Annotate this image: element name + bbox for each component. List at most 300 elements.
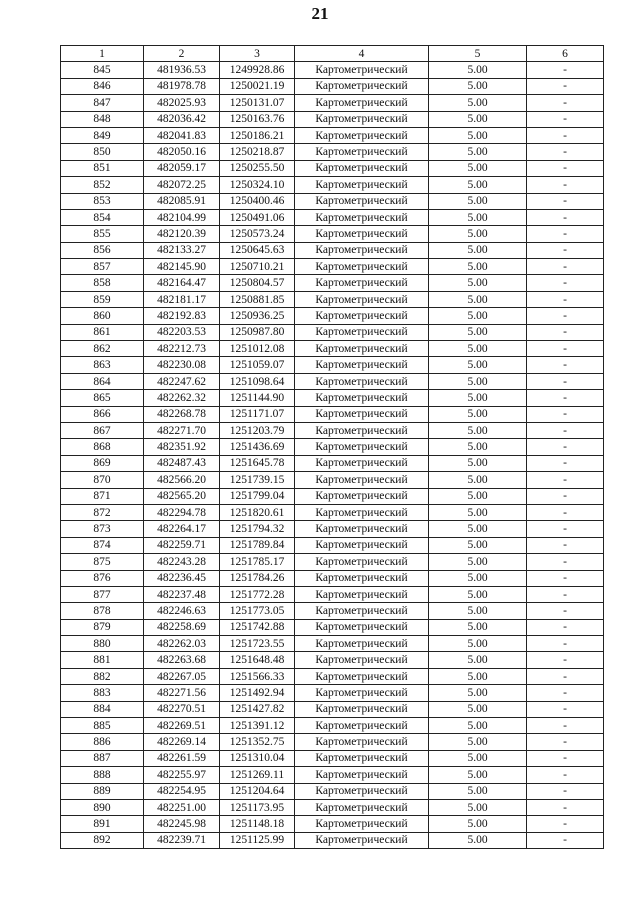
method-cell: Картометрический bbox=[295, 718, 429, 734]
y-coordinate-cell: 1250163.76 bbox=[220, 111, 295, 127]
accuracy-cell: 5.00 bbox=[429, 537, 527, 553]
x-coordinate-cell: 482104.99 bbox=[144, 209, 220, 225]
point-number-cell: 868 bbox=[61, 439, 144, 455]
method-cell: Картометрический bbox=[295, 504, 429, 520]
table-row bbox=[61, 144, 604, 160]
x-coordinate-cell: 482262.03 bbox=[144, 636, 220, 652]
point-number-cell: 864 bbox=[61, 373, 144, 389]
point-number-cell: 850 bbox=[61, 144, 144, 160]
description-cell: - bbox=[527, 177, 604, 193]
method-cell: Картометрический bbox=[295, 324, 429, 340]
table-row bbox=[61, 537, 604, 553]
description-cell: - bbox=[527, 341, 604, 357]
y-coordinate-cell: 1251645.78 bbox=[220, 455, 295, 471]
description-cell: - bbox=[527, 209, 604, 225]
y-coordinate-cell: 1251789.84 bbox=[220, 537, 295, 553]
accuracy-cell: 5.00 bbox=[429, 701, 527, 717]
y-coordinate-cell: 1251772.28 bbox=[220, 586, 295, 602]
y-coordinate-cell: 1251148.18 bbox=[220, 816, 295, 832]
y-coordinate-cell: 1251799.04 bbox=[220, 488, 295, 504]
method-cell: Картометрический bbox=[295, 341, 429, 357]
method-cell: Картометрический bbox=[295, 209, 429, 225]
point-number-cell: 847 bbox=[61, 95, 144, 111]
accuracy-cell: 5.00 bbox=[429, 324, 527, 340]
y-coordinate-cell: 1251427.82 bbox=[220, 701, 295, 717]
x-coordinate-cell: 482236.45 bbox=[144, 570, 220, 586]
method-cell: Картометрический bbox=[295, 734, 429, 750]
table-row bbox=[61, 78, 604, 94]
x-coordinate-cell: 482230.08 bbox=[144, 357, 220, 373]
point-number-cell: 887 bbox=[61, 750, 144, 766]
table-row bbox=[61, 209, 604, 225]
accuracy-cell: 5.00 bbox=[429, 275, 527, 291]
x-coordinate-cell: 482255.97 bbox=[144, 767, 220, 783]
description-cell: - bbox=[527, 586, 604, 602]
point-number-cell: 872 bbox=[61, 504, 144, 520]
method-cell: Картометрический bbox=[295, 767, 429, 783]
table-row bbox=[61, 504, 604, 520]
accuracy-cell: 5.00 bbox=[429, 570, 527, 586]
description-cell: - bbox=[527, 160, 604, 176]
y-coordinate-cell: 1251739.15 bbox=[220, 472, 295, 488]
description-cell: - bbox=[527, 636, 604, 652]
point-number-cell: 875 bbox=[61, 554, 144, 570]
description-cell: - bbox=[527, 78, 604, 94]
x-coordinate-cell: 482025.93 bbox=[144, 95, 220, 111]
method-cell: Картометрический bbox=[295, 291, 429, 307]
x-coordinate-cell: 482237.48 bbox=[144, 586, 220, 602]
y-coordinate-cell: 1250255.50 bbox=[220, 160, 295, 176]
point-number-cell: 857 bbox=[61, 259, 144, 275]
description-cell: - bbox=[527, 554, 604, 570]
y-coordinate-cell: 1251310.04 bbox=[220, 750, 295, 766]
point-number-cell: 873 bbox=[61, 521, 144, 537]
method-cell: Картометрический bbox=[295, 783, 429, 799]
accuracy-cell: 5.00 bbox=[429, 406, 527, 422]
x-coordinate-cell: 482270.51 bbox=[144, 701, 220, 717]
y-coordinate-cell: 1250936.25 bbox=[220, 308, 295, 324]
x-coordinate-cell: 482271.56 bbox=[144, 685, 220, 701]
x-coordinate-cell: 482565.20 bbox=[144, 488, 220, 504]
column-header-2: 2 bbox=[144, 46, 220, 62]
y-coordinate-cell: 1251125.99 bbox=[220, 832, 295, 848]
x-coordinate-cell: 482245.98 bbox=[144, 816, 220, 832]
method-cell: Картометрический bbox=[295, 488, 429, 504]
x-coordinate-cell: 482041.83 bbox=[144, 127, 220, 143]
description-cell: - bbox=[527, 603, 604, 619]
method-cell: Картометрический bbox=[295, 144, 429, 160]
description-cell: - bbox=[527, 799, 604, 815]
table-row bbox=[61, 373, 604, 389]
point-number-cell: 871 bbox=[61, 488, 144, 504]
table-row bbox=[61, 455, 604, 471]
x-coordinate-cell: 482267.05 bbox=[144, 668, 220, 684]
y-coordinate-cell: 1251269.11 bbox=[220, 767, 295, 783]
y-coordinate-cell: 1250400.46 bbox=[220, 193, 295, 209]
point-number-cell: 878 bbox=[61, 603, 144, 619]
table-row bbox=[61, 832, 604, 848]
description-cell: - bbox=[527, 521, 604, 537]
table-row bbox=[61, 636, 604, 652]
table-row bbox=[61, 127, 604, 143]
x-coordinate-cell: 482264.17 bbox=[144, 521, 220, 537]
description-cell: - bbox=[527, 619, 604, 635]
y-coordinate-cell: 1250131.07 bbox=[220, 95, 295, 111]
description-cell: - bbox=[527, 537, 604, 553]
point-number-cell: 890 bbox=[61, 799, 144, 815]
x-coordinate-cell: 482192.83 bbox=[144, 308, 220, 324]
point-number-cell: 870 bbox=[61, 472, 144, 488]
point-number-cell: 879 bbox=[61, 619, 144, 635]
table-row bbox=[61, 406, 604, 422]
point-number-cell: 853 bbox=[61, 193, 144, 209]
method-cell: Картометрический bbox=[295, 701, 429, 717]
y-coordinate-cell: 1251352.75 bbox=[220, 734, 295, 750]
description-cell: - bbox=[527, 275, 604, 291]
method-cell: Картометрический bbox=[295, 652, 429, 668]
accuracy-cell: 5.00 bbox=[429, 291, 527, 307]
point-number-cell: 883 bbox=[61, 685, 144, 701]
table-row bbox=[61, 390, 604, 406]
point-number-cell: 865 bbox=[61, 390, 144, 406]
method-cell: Картометрический bbox=[295, 537, 429, 553]
method-cell: Картометрический bbox=[295, 242, 429, 258]
method-cell: Картометрический bbox=[295, 259, 429, 275]
point-number-cell: 889 bbox=[61, 783, 144, 799]
table-row bbox=[61, 668, 604, 684]
y-coordinate-cell: 1250804.57 bbox=[220, 275, 295, 291]
x-coordinate-cell: 482133.27 bbox=[144, 242, 220, 258]
method-cell: Картометрический bbox=[295, 832, 429, 848]
y-coordinate-cell: 1251794.32 bbox=[220, 521, 295, 537]
point-number-cell: 858 bbox=[61, 275, 144, 291]
method-cell: Картометрический bbox=[295, 62, 429, 78]
accuracy-cell: 5.00 bbox=[429, 668, 527, 684]
accuracy-cell: 5.00 bbox=[429, 390, 527, 406]
point-number-cell: 884 bbox=[61, 701, 144, 717]
point-number-cell: 888 bbox=[61, 767, 144, 783]
method-cell: Картометрический bbox=[295, 816, 429, 832]
description-cell: - bbox=[527, 816, 604, 832]
description-cell: - bbox=[527, 701, 604, 717]
x-coordinate-cell: 482243.28 bbox=[144, 554, 220, 570]
accuracy-cell: 5.00 bbox=[429, 767, 527, 783]
table-row bbox=[61, 570, 604, 586]
accuracy-cell: 5.00 bbox=[429, 636, 527, 652]
description-cell: - bbox=[527, 783, 604, 799]
column-header-1: 1 bbox=[61, 46, 144, 62]
accuracy-cell: 5.00 bbox=[429, 341, 527, 357]
description-cell: - bbox=[527, 472, 604, 488]
description-cell: - bbox=[527, 308, 604, 324]
point-number-cell: 848 bbox=[61, 111, 144, 127]
point-number-cell: 852 bbox=[61, 177, 144, 193]
accuracy-cell: 5.00 bbox=[429, 488, 527, 504]
y-coordinate-cell: 1251012.08 bbox=[220, 341, 295, 357]
table-row bbox=[61, 422, 604, 438]
y-coordinate-cell: 1250491.06 bbox=[220, 209, 295, 225]
accuracy-cell: 5.00 bbox=[429, 209, 527, 225]
table-row bbox=[61, 275, 604, 291]
table-row bbox=[61, 816, 604, 832]
x-coordinate-cell: 482059.17 bbox=[144, 160, 220, 176]
description-cell: - bbox=[527, 390, 604, 406]
accuracy-cell: 5.00 bbox=[429, 439, 527, 455]
table-row bbox=[61, 472, 604, 488]
page-number: 21 bbox=[311, 4, 329, 23]
accuracy-cell: 5.00 bbox=[429, 259, 527, 275]
y-coordinate-cell: 1251098.64 bbox=[220, 373, 295, 389]
description-cell: - bbox=[527, 488, 604, 504]
accuracy-cell: 5.00 bbox=[429, 95, 527, 111]
point-number-cell: 856 bbox=[61, 242, 144, 258]
description-cell: - bbox=[527, 259, 604, 275]
method-cell: Картометрический bbox=[295, 455, 429, 471]
y-coordinate-cell: 1251648.48 bbox=[220, 652, 295, 668]
header-row bbox=[61, 46, 604, 62]
description-cell: - bbox=[527, 193, 604, 209]
table-row bbox=[61, 177, 604, 193]
accuracy-cell: 5.00 bbox=[429, 373, 527, 389]
description-cell: - bbox=[527, 422, 604, 438]
accuracy-cell: 5.00 bbox=[429, 554, 527, 570]
x-coordinate-cell: 482251.00 bbox=[144, 799, 220, 815]
table-row bbox=[61, 324, 604, 340]
accuracy-cell: 5.00 bbox=[429, 685, 527, 701]
y-coordinate-cell: 1251492.94 bbox=[220, 685, 295, 701]
point-number-cell: 886 bbox=[61, 734, 144, 750]
table-row bbox=[61, 291, 604, 307]
method-cell: Картометрический bbox=[295, 799, 429, 815]
method-cell: Картометрический bbox=[295, 603, 429, 619]
y-coordinate-cell: 1251723.55 bbox=[220, 636, 295, 652]
method-cell: Картометрический bbox=[295, 570, 429, 586]
x-coordinate-cell: 482269.51 bbox=[144, 718, 220, 734]
x-coordinate-cell: 482145.90 bbox=[144, 259, 220, 275]
y-coordinate-cell: 1251784.26 bbox=[220, 570, 295, 586]
table-row bbox=[61, 242, 604, 258]
point-number-cell: 863 bbox=[61, 357, 144, 373]
y-coordinate-cell: 1250881.85 bbox=[220, 291, 295, 307]
x-coordinate-cell: 481978.78 bbox=[144, 78, 220, 94]
method-cell: Картометрический bbox=[295, 586, 429, 602]
table-row bbox=[61, 718, 604, 734]
table-row bbox=[61, 357, 604, 373]
accuracy-cell: 5.00 bbox=[429, 78, 527, 94]
point-number-cell: 854 bbox=[61, 209, 144, 225]
y-coordinate-cell: 1250710.21 bbox=[220, 259, 295, 275]
description-cell: - bbox=[527, 455, 604, 471]
x-coordinate-cell: 482258.69 bbox=[144, 619, 220, 635]
method-cell: Картометрический bbox=[295, 177, 429, 193]
description-cell: - bbox=[527, 406, 604, 422]
method-cell: Картометрический bbox=[295, 160, 429, 176]
accuracy-cell: 5.00 bbox=[429, 193, 527, 209]
x-coordinate-cell: 482262.32 bbox=[144, 390, 220, 406]
y-coordinate-cell: 1249928.86 bbox=[220, 62, 295, 78]
method-cell: Картометрический bbox=[295, 357, 429, 373]
x-coordinate-cell: 481936.53 bbox=[144, 62, 220, 78]
description-cell: - bbox=[527, 685, 604, 701]
x-coordinate-cell: 482254.95 bbox=[144, 783, 220, 799]
point-number-cell: 867 bbox=[61, 422, 144, 438]
point-number-cell: 874 bbox=[61, 537, 144, 553]
accuracy-cell: 5.00 bbox=[429, 521, 527, 537]
point-number-cell: 861 bbox=[61, 324, 144, 340]
column-header-3: 3 bbox=[220, 46, 295, 62]
x-coordinate-cell: 482050.16 bbox=[144, 144, 220, 160]
description-cell: - bbox=[527, 373, 604, 389]
point-number-cell: 880 bbox=[61, 636, 144, 652]
y-coordinate-cell: 1251773.05 bbox=[220, 603, 295, 619]
method-cell: Картометрический bbox=[295, 78, 429, 94]
table-row bbox=[61, 160, 604, 176]
table-row bbox=[61, 603, 604, 619]
description-cell: - bbox=[527, 324, 604, 340]
method-cell: Картометрический bbox=[295, 619, 429, 635]
table-row bbox=[61, 652, 604, 668]
x-coordinate-cell: 482259.71 bbox=[144, 537, 220, 553]
column-header-4: 4 bbox=[295, 46, 429, 62]
point-number-cell: 891 bbox=[61, 816, 144, 832]
y-coordinate-cell: 1250218.87 bbox=[220, 144, 295, 160]
method-cell: Картометрический bbox=[295, 95, 429, 111]
y-coordinate-cell: 1251144.90 bbox=[220, 390, 295, 406]
point-number-cell: 851 bbox=[61, 160, 144, 176]
method-cell: Картометрический bbox=[295, 554, 429, 570]
y-coordinate-cell: 1251204.64 bbox=[220, 783, 295, 799]
y-coordinate-cell: 1250987.80 bbox=[220, 324, 295, 340]
method-cell: Картометрический bbox=[295, 750, 429, 766]
x-coordinate-cell: 482164.47 bbox=[144, 275, 220, 291]
accuracy-cell: 5.00 bbox=[429, 357, 527, 373]
method-cell: Картометрический bbox=[295, 422, 429, 438]
table-row bbox=[61, 308, 604, 324]
x-coordinate-cell: 482212.73 bbox=[144, 341, 220, 357]
point-number-cell: 869 bbox=[61, 455, 144, 471]
accuracy-cell: 5.00 bbox=[429, 586, 527, 602]
method-cell: Картометрический bbox=[295, 406, 429, 422]
description-cell: - bbox=[527, 357, 604, 373]
method-cell: Картометрический bbox=[295, 685, 429, 701]
accuracy-cell: 5.00 bbox=[429, 308, 527, 324]
accuracy-cell: 5.00 bbox=[429, 160, 527, 176]
x-coordinate-cell: 482085.91 bbox=[144, 193, 220, 209]
table-row bbox=[61, 799, 604, 815]
column-header-5: 5 bbox=[429, 46, 527, 62]
y-coordinate-cell: 1251391.12 bbox=[220, 718, 295, 734]
method-cell: Картометрический bbox=[295, 668, 429, 684]
x-coordinate-cell: 482072.25 bbox=[144, 177, 220, 193]
accuracy-cell: 5.00 bbox=[429, 783, 527, 799]
accuracy-cell: 5.00 bbox=[429, 127, 527, 143]
method-cell: Картометрический bbox=[295, 193, 429, 209]
table-row bbox=[61, 734, 604, 750]
table-body bbox=[61, 62, 604, 849]
method-cell: Картометрический bbox=[295, 390, 429, 406]
y-coordinate-cell: 1251171.07 bbox=[220, 406, 295, 422]
method-cell: Картометрический bbox=[295, 636, 429, 652]
accuracy-cell: 5.00 bbox=[429, 718, 527, 734]
description-cell: - bbox=[527, 144, 604, 160]
y-coordinate-cell: 1250324.10 bbox=[220, 177, 295, 193]
accuracy-cell: 5.00 bbox=[429, 603, 527, 619]
description-cell: - bbox=[527, 95, 604, 111]
accuracy-cell: 5.00 bbox=[429, 799, 527, 815]
table-row bbox=[61, 521, 604, 537]
point-number-cell: 859 bbox=[61, 291, 144, 307]
description-cell: - bbox=[527, 570, 604, 586]
point-number-cell: 866 bbox=[61, 406, 144, 422]
table-row bbox=[61, 95, 604, 111]
method-cell: Картометрический bbox=[295, 373, 429, 389]
table-row bbox=[61, 750, 604, 766]
x-coordinate-cell: 482246.63 bbox=[144, 603, 220, 619]
y-coordinate-cell: 1251566.33 bbox=[220, 668, 295, 684]
y-coordinate-cell: 1250645.63 bbox=[220, 242, 295, 258]
point-number-cell: 877 bbox=[61, 586, 144, 602]
accuracy-cell: 5.00 bbox=[429, 750, 527, 766]
y-coordinate-cell: 1251785.17 bbox=[220, 554, 295, 570]
accuracy-cell: 5.00 bbox=[429, 734, 527, 750]
table-row bbox=[61, 226, 604, 242]
accuracy-cell: 5.00 bbox=[429, 619, 527, 635]
accuracy-cell: 5.00 bbox=[429, 422, 527, 438]
table-row bbox=[61, 259, 604, 275]
accuracy-cell: 5.00 bbox=[429, 652, 527, 668]
x-coordinate-cell: 482247.62 bbox=[144, 373, 220, 389]
method-cell: Картометрический bbox=[295, 439, 429, 455]
method-cell: Картометрический bbox=[295, 127, 429, 143]
table-row bbox=[61, 111, 604, 127]
table-row bbox=[61, 685, 604, 701]
table-row bbox=[61, 767, 604, 783]
description-cell: - bbox=[527, 734, 604, 750]
table-row bbox=[61, 586, 604, 602]
y-coordinate-cell: 1250186.21 bbox=[220, 127, 295, 143]
x-coordinate-cell: 482271.70 bbox=[144, 422, 220, 438]
point-number-cell: 881 bbox=[61, 652, 144, 668]
accuracy-cell: 5.00 bbox=[429, 242, 527, 258]
x-coordinate-cell: 482181.17 bbox=[144, 291, 220, 307]
description-cell: - bbox=[527, 226, 604, 242]
accuracy-cell: 5.00 bbox=[429, 111, 527, 127]
x-coordinate-cell: 482036.42 bbox=[144, 111, 220, 127]
point-number-cell: 862 bbox=[61, 341, 144, 357]
accuracy-cell: 5.00 bbox=[429, 455, 527, 471]
description-cell: - bbox=[527, 652, 604, 668]
description-cell: - bbox=[527, 767, 604, 783]
y-coordinate-cell: 1251203.79 bbox=[220, 422, 295, 438]
accuracy-cell: 5.00 bbox=[429, 816, 527, 832]
description-cell: - bbox=[527, 718, 604, 734]
point-number-cell: 892 bbox=[61, 832, 144, 848]
description-cell: - bbox=[527, 291, 604, 307]
x-coordinate-cell: 482566.20 bbox=[144, 472, 220, 488]
accuracy-cell: 5.00 bbox=[429, 504, 527, 520]
x-coordinate-cell: 482263.68 bbox=[144, 652, 220, 668]
point-number-cell: 845 bbox=[61, 62, 144, 78]
point-number-cell: 849 bbox=[61, 127, 144, 143]
y-coordinate-cell: 1251059.07 bbox=[220, 357, 295, 373]
description-cell: - bbox=[527, 62, 604, 78]
accuracy-cell: 5.00 bbox=[429, 144, 527, 160]
table-row bbox=[61, 62, 604, 78]
table-row bbox=[61, 488, 604, 504]
y-coordinate-cell: 1250573.24 bbox=[220, 226, 295, 242]
accuracy-cell: 5.00 bbox=[429, 472, 527, 488]
method-cell: Картометрический bbox=[295, 111, 429, 127]
